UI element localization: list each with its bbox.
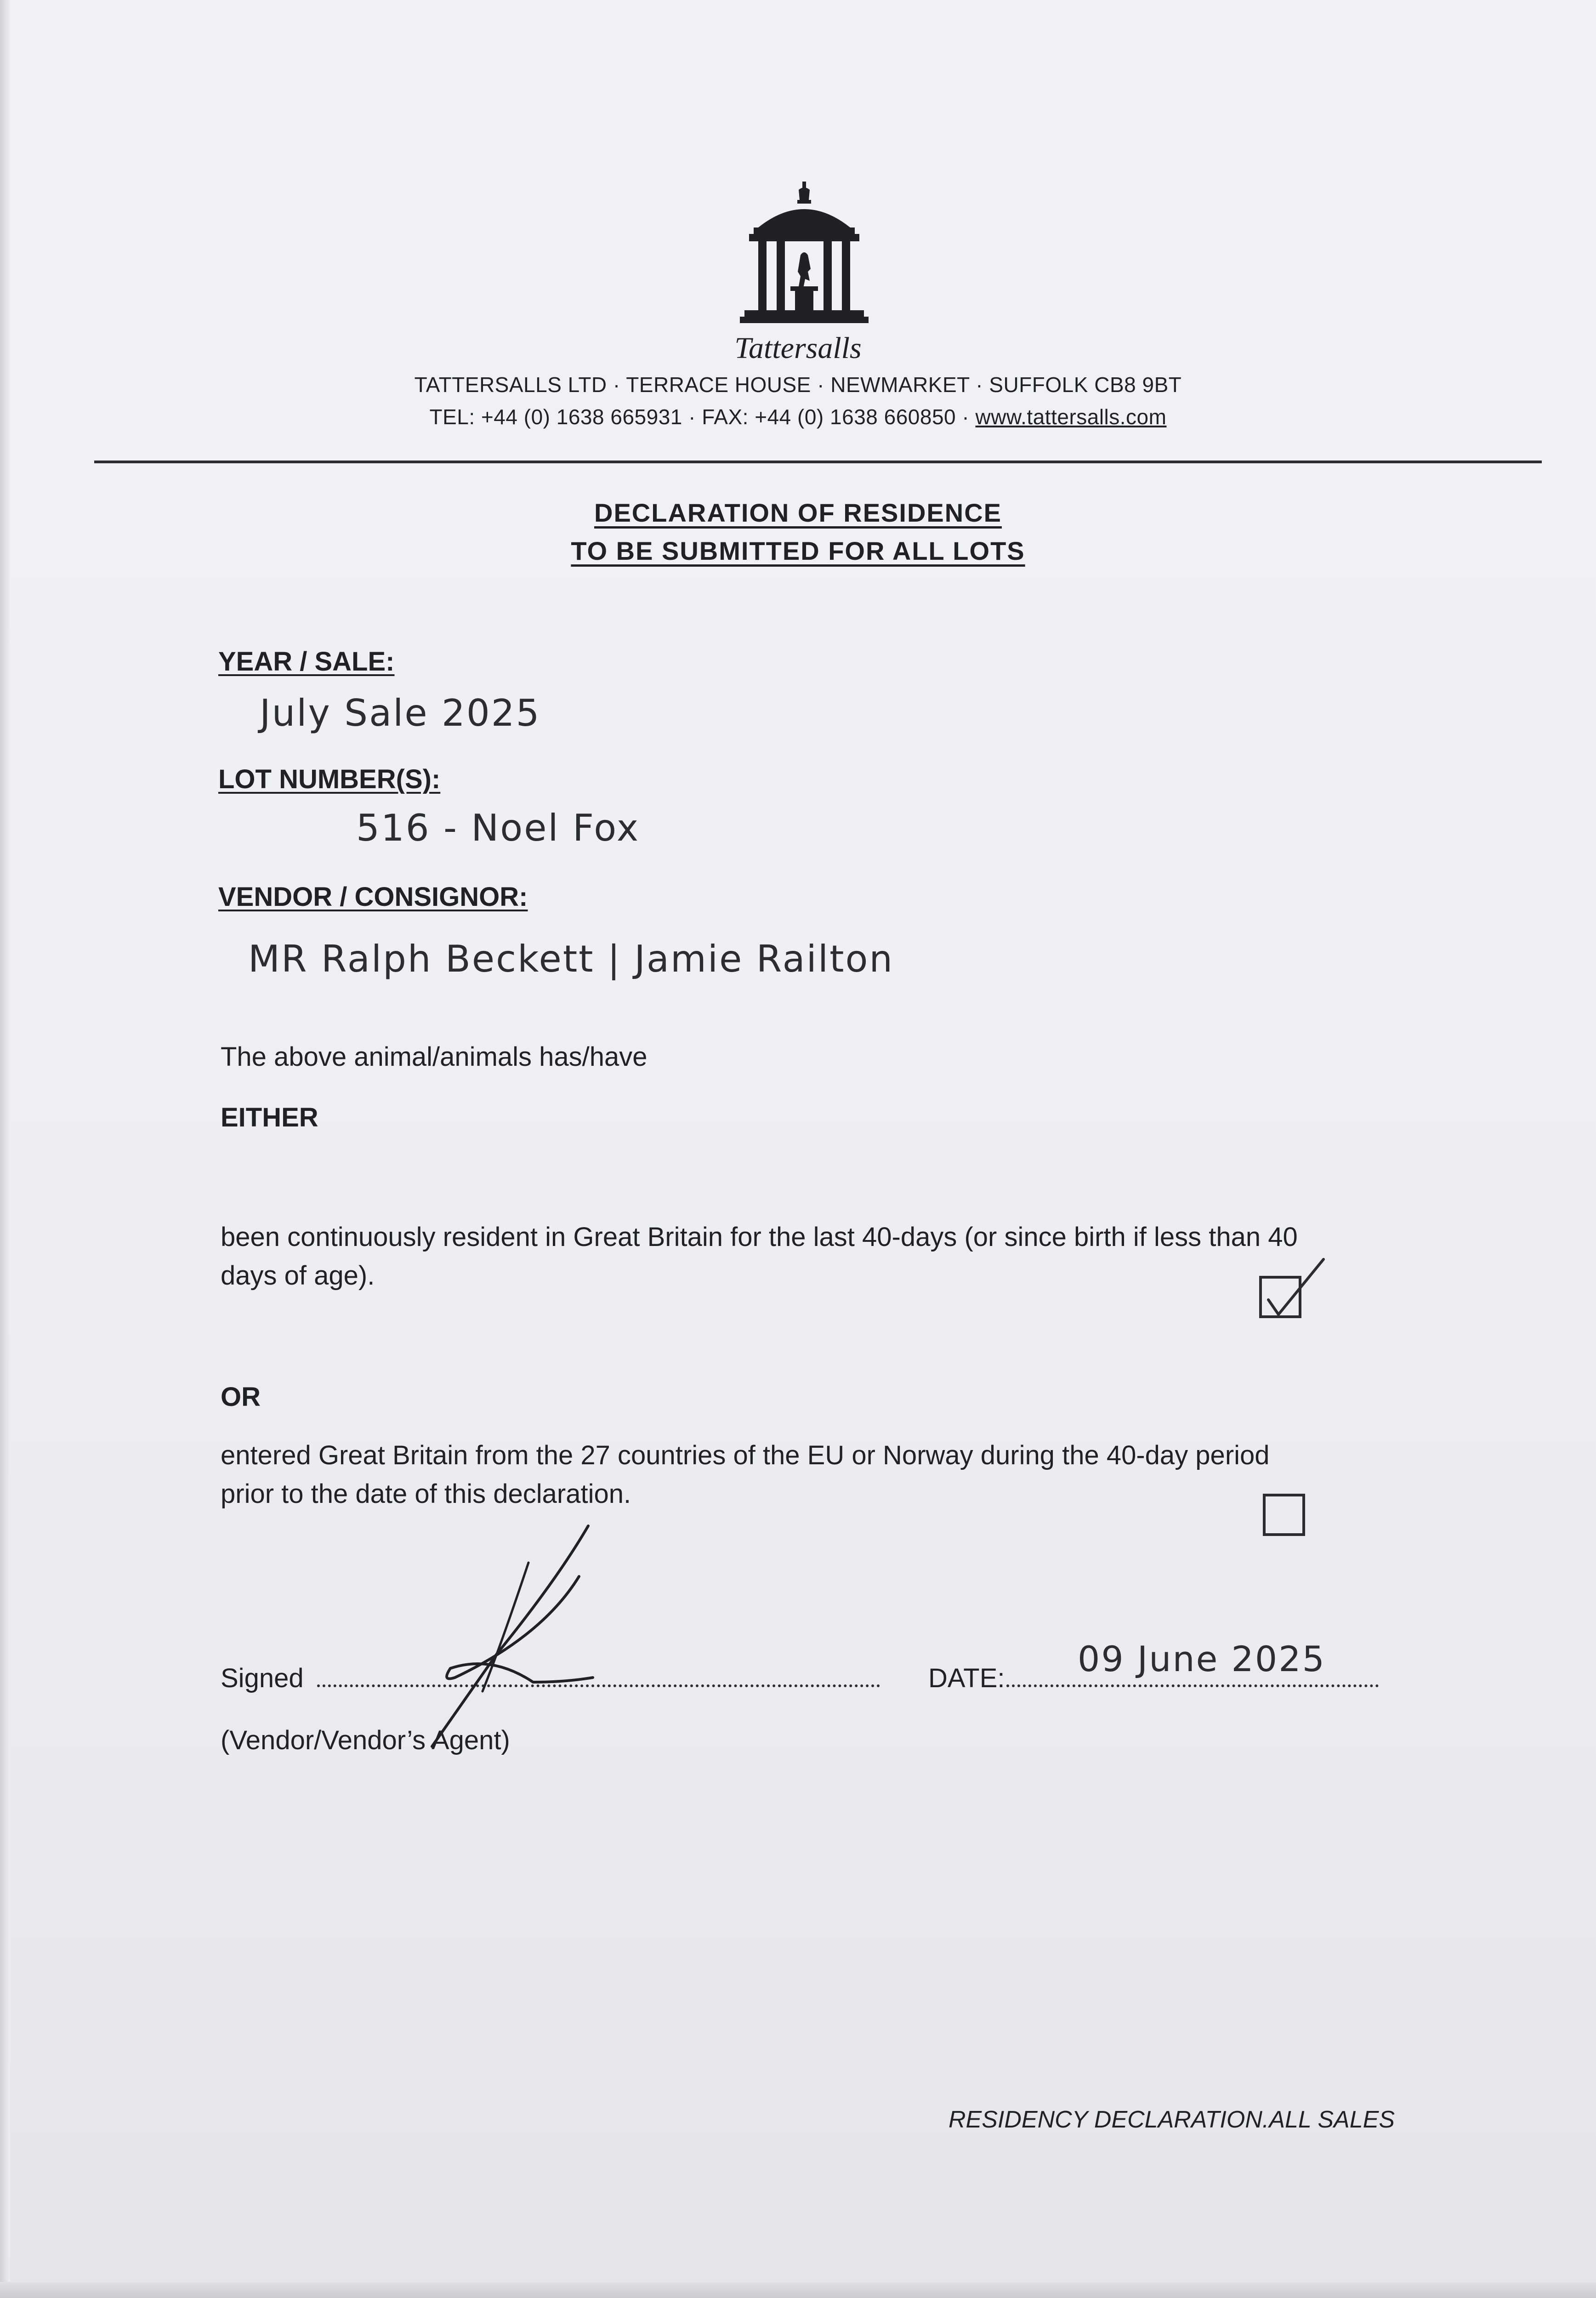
signed-label: Signed [221,1663,304,1693]
lot-numbers-value[interactable]: 516 - Noel Fox [356,807,640,849]
option2-line1: entered Great Britain from the 27 countries of the EU or Norway during the 40-day period [221,1440,1270,1470]
form-title: DECLARATION OF RESIDENCE [594,498,1002,527]
header-divider [94,461,1542,463]
date-label: DATE: [928,1663,1005,1693]
company-address: TATTERSALLS LTD · TERRACE HOUSE · NEWMARKET · SUFFOLK CB8 9BT [414,373,1182,397]
lot-numbers-label: LOT NUMBER(S): [218,764,441,794]
form-subtitle: TO BE SUBMITTED FOR ALL LOTS [571,536,1025,565]
contact-phone-fax: TEL: +44 (0) 1638 665931 · FAX: +44 (0) 1638 660850 · [429,405,976,429]
date-value[interactable]: 09 June 2025 [1078,1638,1326,1679]
checkmark-icon [1255,1250,1333,1324]
tattersalls-logo-icon [740,182,869,329]
vendor-value[interactable]: MR Ralph Beckett | Jamie Railton [248,938,894,980]
date-line[interactable] [1006,1684,1379,1687]
option1-line1: been continuously resident in Great Britain for the last 40-days (or since birth if less than 40 [221,1222,1298,1252]
year-sale-label: YEAR / SALE: [218,647,395,677]
year-sale-value[interactable]: July Sale 2025 [260,692,541,734]
either-label: EITHER [221,1103,318,1132]
signer-role: (Vendor/Vendor’s Agent) [221,1725,510,1755]
signature-scribble [391,1517,620,1756]
option2-line2: prior to the date of this declaration. [221,1479,631,1509]
statement-intro: The above animal/animals has/have [221,1042,647,1072]
company-name: Tattersalls [734,331,862,365]
or-label: OR [221,1382,261,1412]
form-footer: RESIDENCY DECLARATION.ALL SALES [948,2106,1395,2133]
paper-edge-bottom [0,2282,1596,2298]
website-link[interactable]: www.tattersalls.com [975,405,1167,429]
option1-line2: days of age). [221,1261,375,1291]
vendor-label: VENDOR / CONSIGNOR: [218,882,528,912]
option2-checkbox[interactable] [1263,1494,1305,1536]
company-contact [0,404,1596,429]
